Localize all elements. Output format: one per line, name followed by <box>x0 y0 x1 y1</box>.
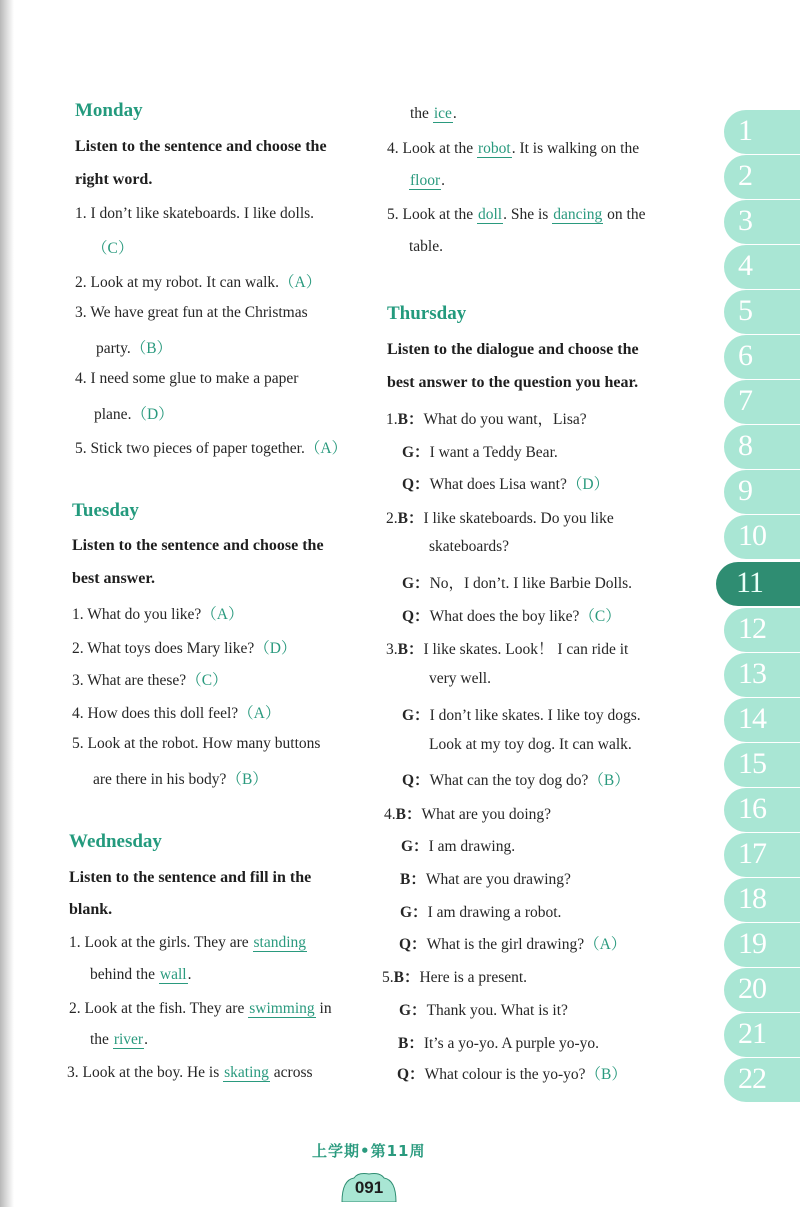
fill-blank-cont: the river. <box>90 1031 148 1048</box>
list-item: 5. Stick two pieces of paper together.（A） <box>75 440 348 457</box>
page-number: 091 <box>338 1172 400 1202</box>
list-item-cont: plane.（D） <box>94 406 174 423</box>
fill-blank-item: 1. Look at the girls. They are standing <box>69 934 307 951</box>
week-tab-10[interactable]: 10 <box>724 515 800 559</box>
list-item-answer: （C） <box>92 240 134 257</box>
week-tab-2[interactable]: 2 <box>724 155 800 199</box>
week-tab-21[interactable]: 21 <box>724 1013 800 1057</box>
dialogue-line: 2.B：I like skateboards. Do you like <box>386 510 614 527</box>
blank-answer: wall <box>159 966 187 983</box>
week-tab-22[interactable]: 22 <box>724 1058 800 1102</box>
blank-answer: swimming <box>249 1000 315 1017</box>
thursday-instruction: Listen to the dialogue and choose the <box>387 341 639 358</box>
dialogue-question: Q：What can the toy dog do?（B） <box>402 772 630 789</box>
blank-answer: floor <box>410 172 441 189</box>
blank-answer: robot <box>477 140 511 157</box>
dialogue-question: Q：What colour is the yo-yo?（B） <box>397 1066 627 1083</box>
week-tab-12[interactable]: 12 <box>724 608 800 652</box>
list-item: 1. I don’t like skateboards. I like dolls. <box>75 205 315 222</box>
list-item: 3. What are these?（C） <box>72 672 228 689</box>
list-item: 5. Look at the robot. How many buttons <box>72 735 321 752</box>
monday-instruction: Listen to the sentence and choose the <box>75 138 327 155</box>
list-item: 2. Look at my robot. It can walk.（A） <box>75 274 322 291</box>
week-tab-13[interactable]: 13 <box>724 653 800 697</box>
fill-blank-item: 2. Look at the fish. They are swimming in <box>69 1000 332 1017</box>
week-tab-11-active[interactable]: 11 <box>716 562 800 606</box>
list-item: 4. I need some glue to make a paper <box>75 370 299 387</box>
blank-answer: dancing <box>553 206 603 223</box>
week-tab-3[interactable]: 3 <box>724 200 800 244</box>
blank-answer: standing <box>253 934 307 951</box>
list-item-cont: are there in his body?（B） <box>93 771 268 788</box>
list-item: 4. How does this doll feel?（A） <box>72 705 281 722</box>
dialogue-question: Q：What is the girl drawing?（A） <box>399 936 627 953</box>
dialogue-line: G：I don’t like skates. I like toy dogs. <box>402 707 641 724</box>
blank-answer: doll <box>477 206 503 223</box>
dialogue-line: 5.B：Here is a present. <box>382 969 528 986</box>
week-tab-4[interactable]: 4 <box>724 245 800 289</box>
list-item-cont: party.（B） <box>96 340 173 357</box>
dialogue-line: 4.B：What are you doing? <box>384 806 552 823</box>
dialogue-line: G：I want a Teddy Bear. <box>402 444 558 461</box>
dialogue-line-cont: very well. <box>429 670 491 687</box>
week-tab-16[interactable]: 16 <box>724 788 800 832</box>
week-tab-18[interactable]: 18 <box>724 878 800 922</box>
dialogue-line: 3.B：I like skates. Look！ I can ride it <box>386 641 629 658</box>
dialogue-line-cont: skateboards? <box>429 538 510 555</box>
dialogue-line: 1.B：What do you want，Lisa? <box>386 411 587 428</box>
week-tab-15[interactable]: 15 <box>724 743 800 787</box>
tuesday-title: Tuesday <box>72 500 139 521</box>
list-item: 1. What do you like?（A） <box>72 606 244 623</box>
thursday-instruction-cont: best answer to the question you hear. <box>387 374 639 391</box>
fill-blank-item: 4. Look at the robot. It is walking on the <box>387 140 640 157</box>
list-item: 3. We have great fun at the Christmas <box>75 304 308 321</box>
dialogue-line: B：What are you drawing? <box>400 871 571 888</box>
book-spine <box>0 0 14 1207</box>
wednesday-title: Wednesday <box>69 831 162 852</box>
dialogue-line: G：I am drawing. <box>401 838 516 855</box>
week-tab-14[interactable]: 14 <box>724 698 800 742</box>
fill-blank-item: 3. Look at the boy. He is skating across <box>67 1064 313 1081</box>
week-tab-19[interactable]: 19 <box>724 923 800 967</box>
blank-answer: river <box>113 1031 144 1048</box>
wednesday-instruction-cont: blank. <box>69 901 113 918</box>
tuesday-instruction-cont: best answer. <box>72 570 155 587</box>
list-item: 2. What toys does Mary like?（D） <box>72 640 297 657</box>
footer-week-label: 上学期•第11周 <box>312 1142 426 1160</box>
monday-instruction-cont: right word. <box>75 171 153 188</box>
blank-answer: skating <box>224 1064 269 1081</box>
fill-blank-cont: floor. <box>410 172 446 189</box>
dialogue-line-cont: Look at my toy dog. It can walk. <box>429 736 632 753</box>
dialogue-line: B：It’s a yo-yo. A purple yo-yo. <box>398 1035 600 1052</box>
dialogue-line: G：Thank you. What is it? <box>399 1002 568 1019</box>
dialogue-line: G：No，I don’t. I like Barbie Dolls. <box>402 575 633 592</box>
monday-title: Monday <box>75 100 143 121</box>
week-tab-8[interactable]: 8 <box>724 425 800 469</box>
wednesday-instruction: Listen to the sentence and fill in the <box>69 869 312 886</box>
tuesday-instruction: Listen to the sentence and choose the <box>72 537 324 554</box>
thursday-title: Thursday <box>387 303 467 324</box>
dialogue-question: Q：What does Lisa want?（D） <box>402 476 610 493</box>
week-tab-9[interactable]: 9 <box>724 470 800 514</box>
week-tab-1[interactable]: 1 <box>724 110 800 154</box>
fill-blank-cont: behind the wall. <box>90 966 192 983</box>
dialogue-line: G：I am drawing a robot. <box>400 904 562 921</box>
week-tab-7[interactable]: 7 <box>724 380 800 424</box>
week-tab-17[interactable]: 17 <box>724 833 800 877</box>
fill-blank-item: 5. Look at the doll. She is dancing on the <box>387 206 646 223</box>
fill-blank-cont: table. <box>409 238 443 255</box>
week-tab-5[interactable]: 5 <box>724 290 800 334</box>
blank-answer: ice <box>433 105 452 122</box>
week-tab-20[interactable]: 20 <box>724 968 800 1012</box>
fill-blank-cont: the ice. <box>410 105 457 122</box>
week-tab-6[interactable]: 6 <box>724 335 800 379</box>
dialogue-question: Q：What does the boy like?（C） <box>402 608 621 625</box>
